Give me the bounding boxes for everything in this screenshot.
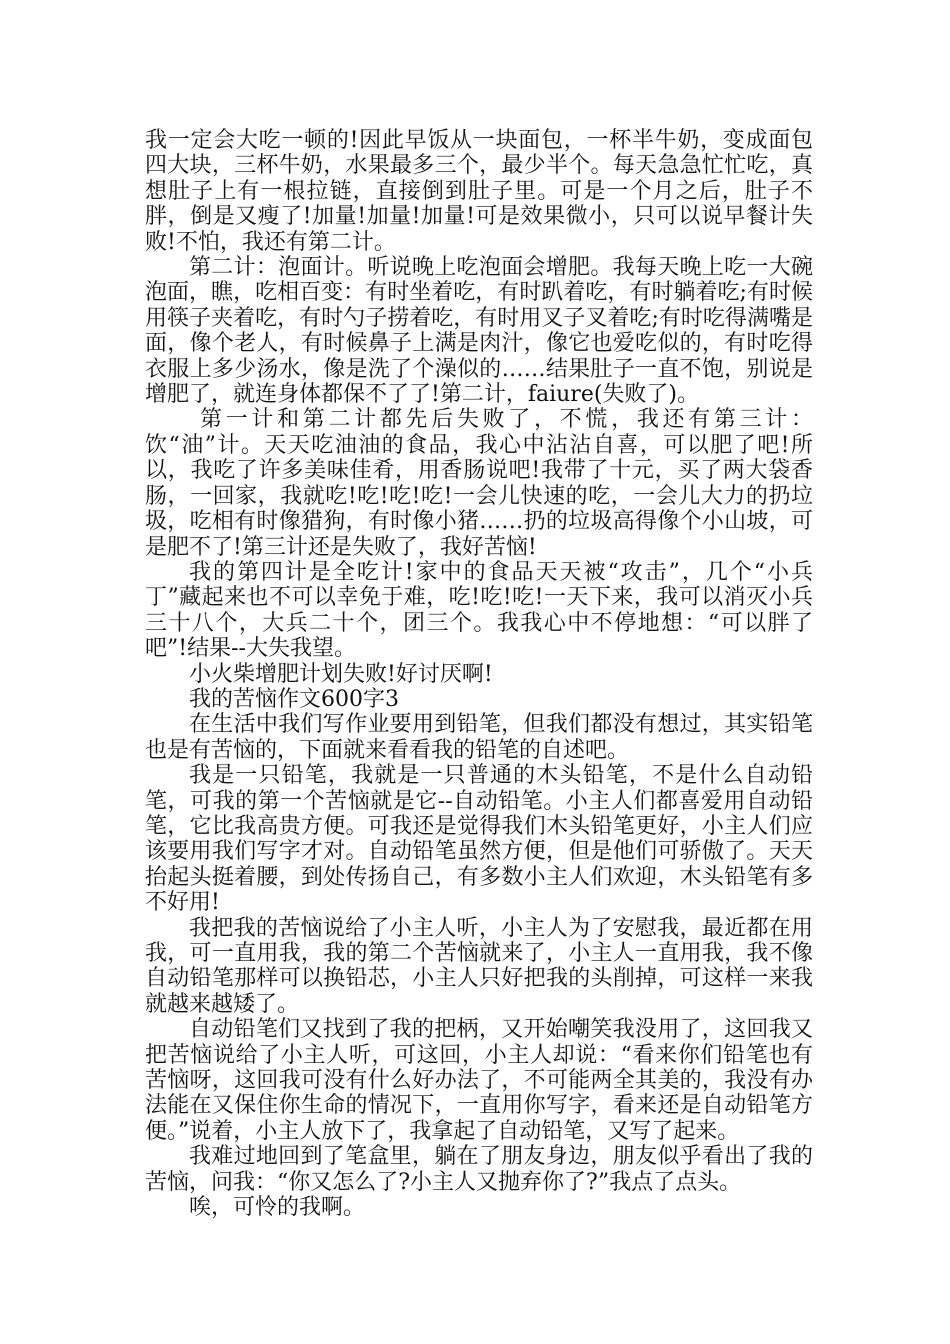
paragraph-second-worry: 我把我的苦恼说给了小主人听，小主人为了安慰我，最近都在用我，可一直用我，我的第二个苦恼就来了，小主人一直用我，我不像自动铅笔那样可以换铅芯，小主人只好把我的头削掉，可这样一来我就越来越矮了。 [145,915,813,1017]
paragraph-closing: 唉，可怜的我啊。 [189,1195,366,1221]
paragraph-first-worry: 我是一只铅笔，我就是一只普通的木头铅笔，不是什么自动铅笔，可我的第一个苦恼就是它--自动铅笔。小主人们都喜爱用自动铅笔，它比我高贵方便。可我还是觉得我们木头铅笔更好，小主人们应该要用我们写字才对。自动铅笔虽然方便，但是他们可骄傲了。天天抬起头挺着腰，到处传扬自己，有多数小主人们欢迎，木头铅笔有多不好用! [145,763,813,916]
paragraph-instant-noodle-plan: 第二计：泡面计。听说晚上吃泡面会增肥。我每天晚上吃一大碗泡面，瞧，吃相百变：有时坐着吃，有时趴着吃，有时躺着吃;有时候用筷子夹着吃，有时勺子捞着吃，有时用叉子叉着吃;有时吃得满嘴是面，像个老人，有时候鼻子上满是肉汁，像它也爱吃似的，有时吃得衣服上多少汤水，像是洗了个澡似的……结果肚子一直不饱，别说是增肥了，就连身体都保不了了!第二计，faiure(失败了)。 [145,255,813,408]
paragraph-back-in-box: 我难过地回到了笔盒里，躺在了朋友身边，朋友似乎看出了我的苦恼，问我：“你又怎么了?小主人又抛弃你了?”我点了点头。 [145,1144,813,1195]
paragraph-breakfast-plan: 我一定会大吃一顿的!因此早饭从一块面包，一杯半牛奶，变成面包四大块，三杯牛奶，水果最多三个，最少半个。每天急急忙忙吃，真想肚子上有一根拉链，直接倒到肚子里。可是一个月之后，肚子不胖，倒是又瘦了!加量!加量!加量!可是效果微小，只可以说早餐计失败!不怕，我还有第二计。 [145,128,813,255]
paragraph-pencil-intro: 在生活中我们写作业要用到铅笔，但我们都没有想过，其实铅笔也是有苦恼的，下面就来看看我的铅笔的自述吧。 [145,712,813,763]
paragraph-eat-all-plan: 我的第四计是全吃计!家中的食品天天被“攻击”，几个“小兵丁”藏起来也不可以幸免于难，吃!吃!吃!一天下来，我可以消灭小兵三十八个，大兵二十个，团三个。我我心中不停地想：“可以胖了吧”!结果--大失我望。 [145,559,813,662]
paragraph-mocked: 自动铅笔们又找到了我的把柄，又开始嘲笑我没用了，这回我又把苦恼说给了小主人听，可这回，小主人却说：“看来你们铅笔也有苦恼呀，这回我可没有什么好办法了，不可能两全其美的，我没有办法能在又保住你生命的情况下，一直用你写字，看来还是自动铅笔方便。”说着，小主人放下了，我拿起了自动铅笔，又写了起来。 [145,1017,813,1144]
paragraph-oil-plan: 第一计和第二计都先后失败了，不慌，我还有第三计：饮“油”计。天天吃油油的食品，我心中沾沾自喜，可以肥了吧!所以，我吃了许多美味佳肴，用香肠说吧!我带了十元，买了两大袋香肠，一回家，我就吃!吃!吃!吃!一会儿快速的吃，一会儿大力的扔垃圾，吃相有时像猎狗，有时像小猪……扔的垃圾高得像个小山坡，可是肥不了!第三计还是失败了，我好苦恼! [145,407,813,560]
paragraph-plan-failed: 小火柴增肥计划失败!好讨厌啊! [189,661,493,687]
document-body [145,128,813,1220]
essay-title: 我的苦恼作文600字3 [189,686,399,712]
